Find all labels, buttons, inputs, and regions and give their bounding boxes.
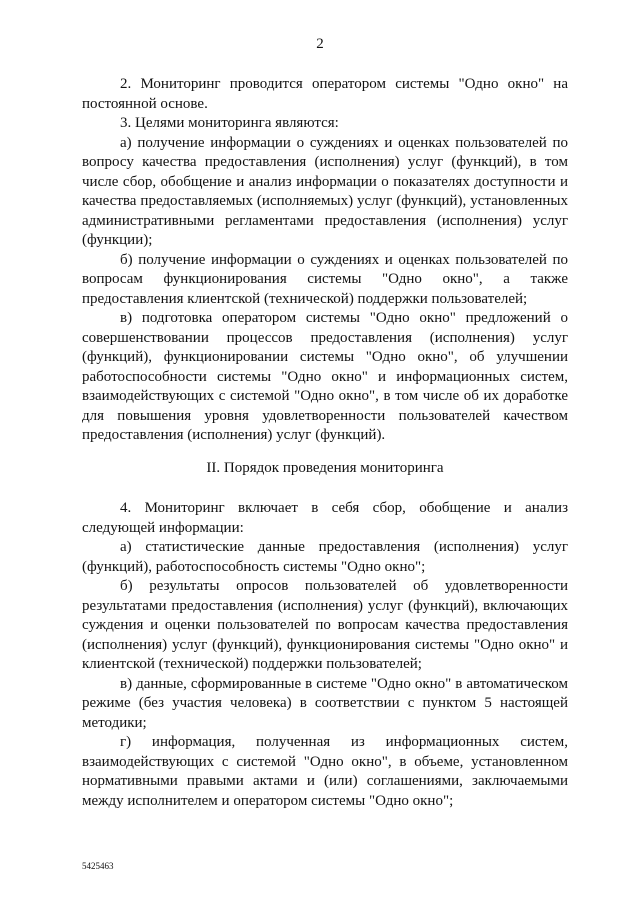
paragraph: 3. Целями мониторинга являются: xyxy=(120,115,339,131)
paragraph: в) данные, сформированные в системе "Одно окно" в автоматическом режиме (без участия человека) в соответствии с пунктом 5 настоящей методики; xyxy=(82,675,568,731)
paragraph: б) получение информации о суждениях и оценках пользователей по вопросам функционирования системы "Одно окно", а также предоставления клиентской (технической) поддержки пользователей; xyxy=(82,251,568,307)
paragraph: 2. Мониторинг проводится оператором системы "Одно окно" на постоянной основе. xyxy=(82,76,568,112)
paragraph: 4. Мониторинг включает в себя сбор, обобщение и анализ следующей информации: xyxy=(82,500,568,536)
paragraph: в) подготовка оператором системы "Одно окно" предложений о совершенствовании процессов предоставления (исполнения) услуг (функций), функционировании системы "Одно окно", об улучшении работоспособности системы "Одно окно" и информационных систем, взаимодействующих с системой "Одно окно", в том числе об их доработке для повышения уровня удовлетворенности пользователей качеством предоставления (исполнения) услуг (функций). xyxy=(82,310,568,443)
page-number: 2 xyxy=(316,36,324,52)
paragraph: а) статистические данные предоставления (исполнения) услуг (функций), работоспособность системы "Одно окно"; xyxy=(82,539,568,575)
section-heading: II. Порядок проведения мониторинга xyxy=(206,459,444,476)
paragraph: г) информация, полученная из информационных систем, взаимодействующих с системой "Одно окно", в объеме, установленном нормативными правыми актами и (или) соглашениями, заключаемыми между исполнителем и оператором системы "Одно окно"; xyxy=(82,734,568,809)
document-code: 5425463 xyxy=(82,861,114,871)
paragraph: а) получение информации о суждениях и оценках пользователей по вопросу качества предоставления (исполнения) услуг (функций), в том числе сбор, обобщение и анализ информации о показателях доступности и качества предоставляемых (исполняемых) услуг (функций), установленных административными регламентами предоставления (исполнения) услуг (функции); xyxy=(82,134,568,248)
document-body xyxy=(82,75,568,811)
paragraph: б) результаты опросов пользователей об удовлетворенности результатами предоставления (исполнения) услуг (функций), включающих суждения и оценки пользователей по вопросам качества предоставления (исполнения) услуг (функций), функционирования системы "Одно окно" и клиентской (технической) поддержки пользователей; xyxy=(82,578,568,672)
